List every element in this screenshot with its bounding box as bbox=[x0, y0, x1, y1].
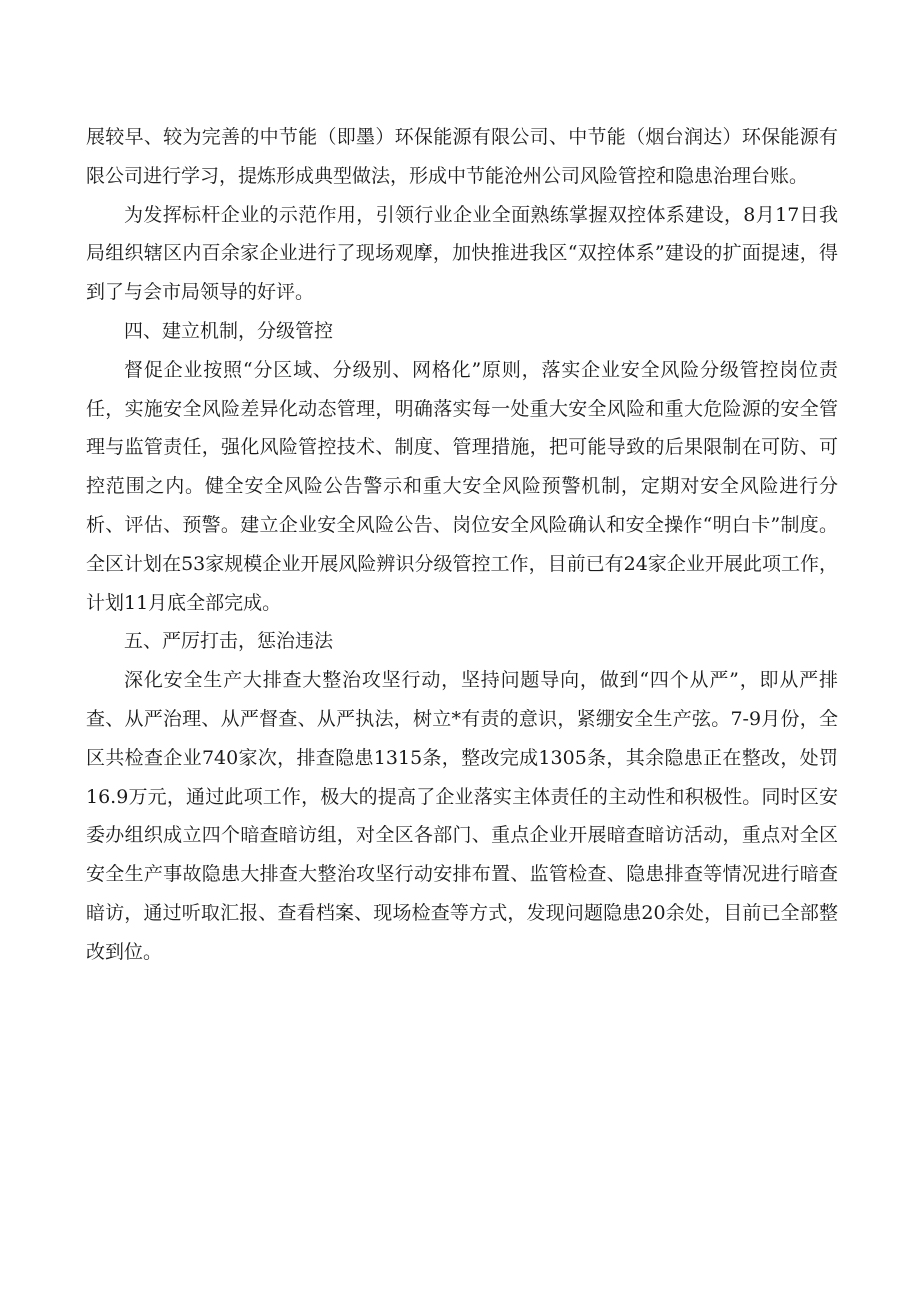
paragraph-enforcement: 深化安全生产大排查大整治攻坚行动，坚持问题导向，做到“四个从严”，即从严排查、从严治理、从严督查、从严执法，树立*有责的意识，紧绷安全生产弦。7-9月份，全区共检查企业740家次，排查隐患1315条，整改完成1305条，其余隐患正在整改，处罚16.9万元，通过此项工作，极大的提高了企业落实主体责任的主动性和积极性。同时区安委办组织成立四个暗查暗访组，对全区各部门、重点企业开展暗查暗访活动，重点对全区安全生产事故隐患大排查大整治攻坚行动安排布置、监管检查、隐患排查等情况进行暗查暗访，通过听取汇报、查看档案、现场检查等方式，发现问题隐患20余处，目前已全部整改到位。 bbox=[86, 669, 838, 963]
section-heading-5: 五、严厉打击，惩治违法 bbox=[124, 630, 334, 653]
paragraph-mechanism: 督促企业按照“分区域、分级别、网格化”原则，落实企业安全风险分级管控岗位责任，实施安全风险差异化动态管理，明确落实每一处重大安全风险和重大危险源的安全管理与监管责任，强化风险管控技术、制度、管理措施，把可能导致的后果限制在可防、可控范围之内。健全安全风险公告警示和重大安全风险预警机制，定期对安全风险进行分析、评估、预警。建立企业安全风险公告、岗位安全风险确认和安全操作“明白卡”制度。全区计划在53家规模企业开展风险辨识分级管控工作，目前已有24家企业开展此项工作，计划11月底全部完成。 bbox=[86, 358, 838, 614]
section-heading-4: 四、建立机制，分级管控 bbox=[124, 319, 334, 342]
paragraph-continuation: 展较早、较为完善的中节能（即墨）环保能源有限公司、中节能（烟台润达）环保能源有限公司进行学习，提炼形成典型做法，形成中节能沧州公司风险管控和隐患治理台账。 bbox=[86, 126, 838, 187]
paragraph-benchmark: 为发挥标杆企业的示范作用，引领行业企业全面熟练掌握双控体系建设，8月17日我局组织辖区内百余家企业进行了现场观摩，加快推进我区“双控体系”建设的扩面提速，得到了与会市局领导的好评。 bbox=[86, 203, 838, 304]
document-body bbox=[86, 118, 838, 972]
